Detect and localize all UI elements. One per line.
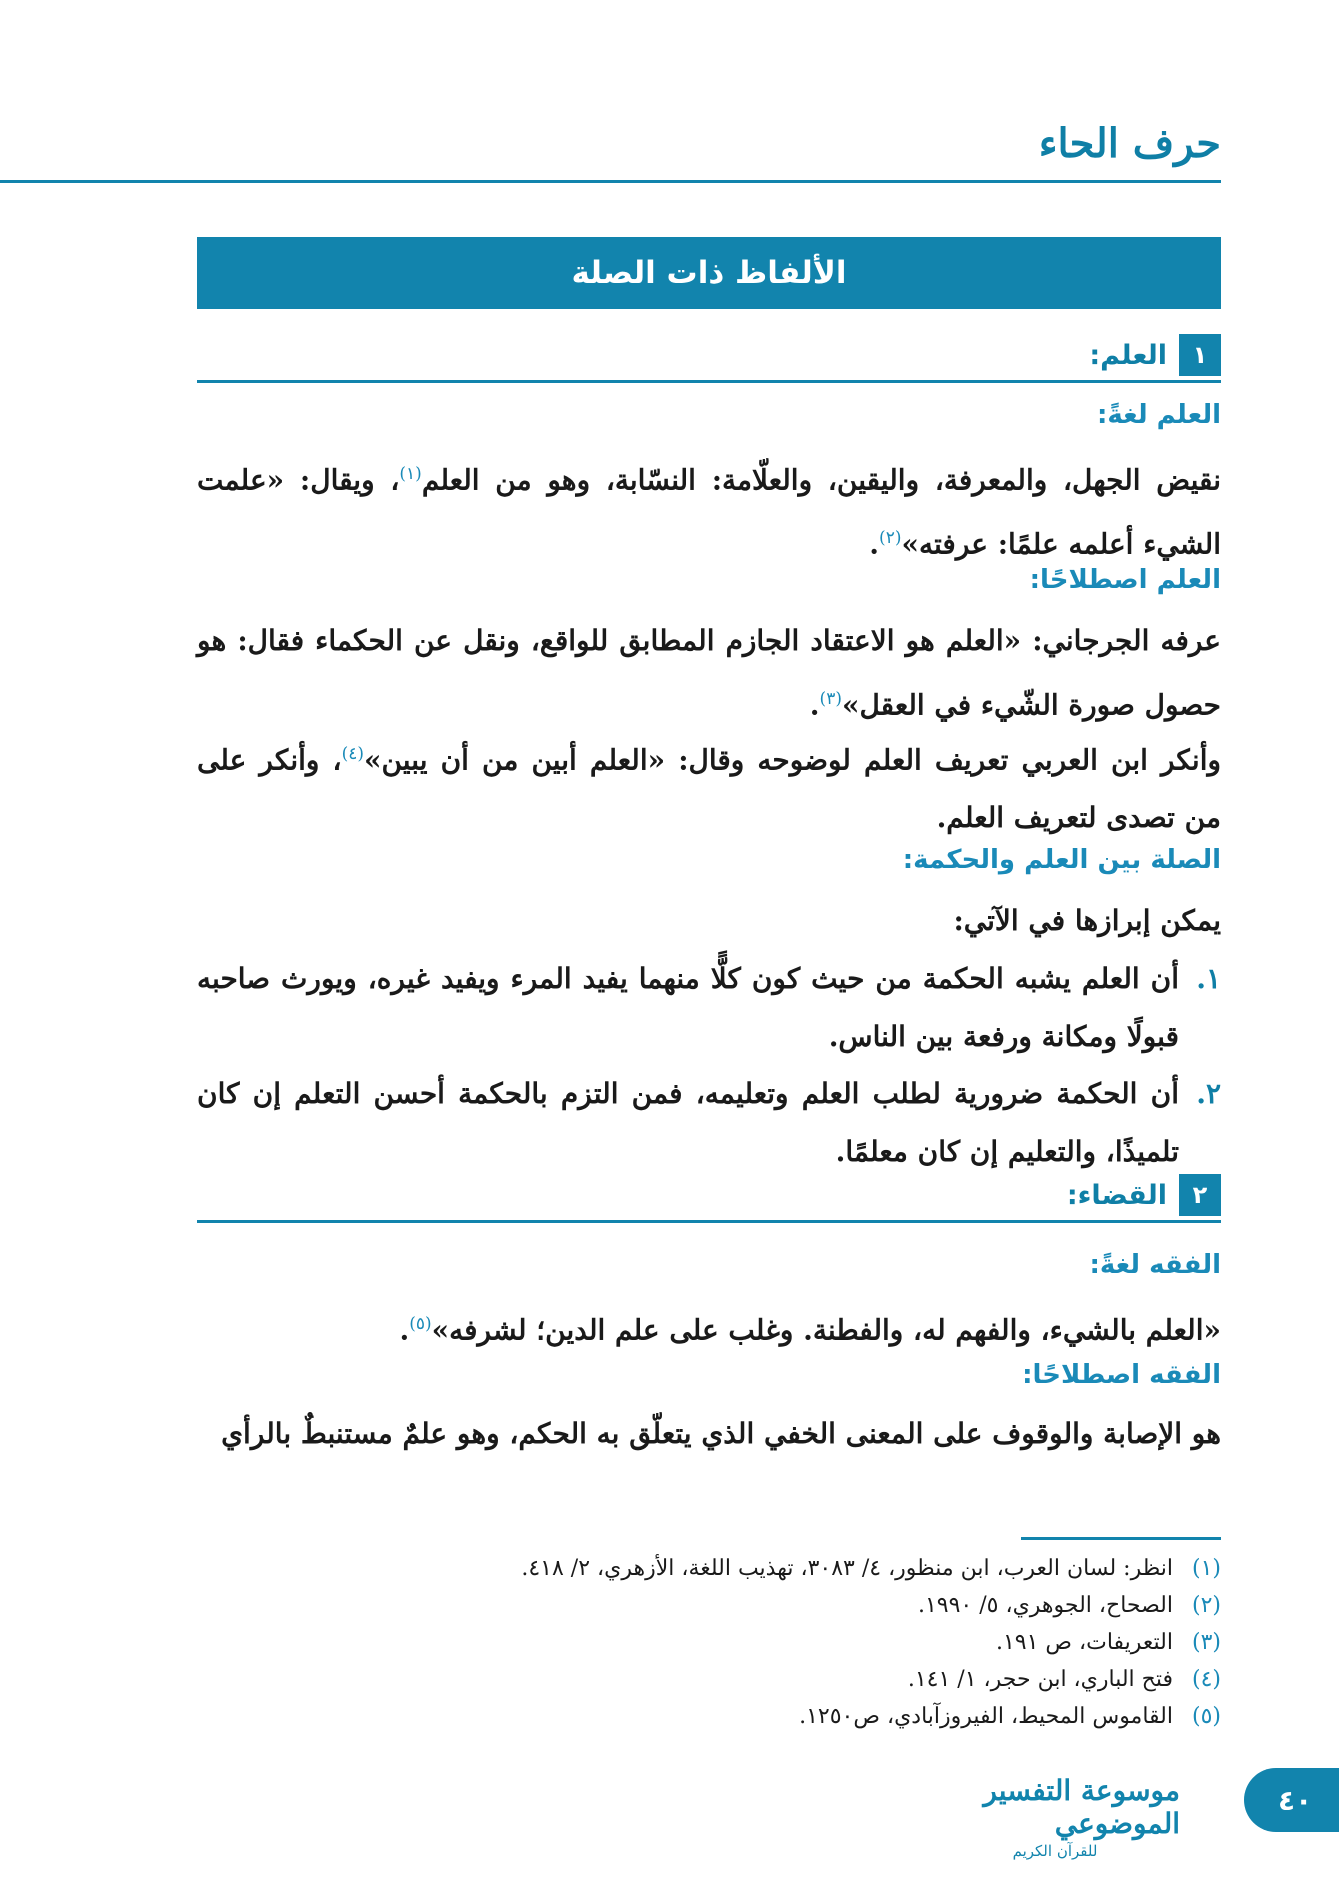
paragraph-lang: نقيض الجهل، والمعرفة، واليقين، والعلّامة: النسّابة، وهو من العلم$^{(١)}$، ويقال: «علمت الشيء أعلمه علمًا: عرفته»$^{(٢)}$. [197, 463, 1221, 561]
page-number: ٤٠ [1244, 1768, 1339, 1832]
footnote-item: (١)انظر: لسان العرب، ابن منظور، ٤/ ٣٠٨٣، تهذيب اللغة، الأزهري، ٢/ ٤١٨. [521, 1556, 1221, 1581]
section-banner: الألفاظ ذات الصلة [197, 237, 1221, 309]
footnote-ref[interactable]: (١) [399, 464, 422, 484]
header-rule [0, 180, 1221, 183]
paragraph-term: هو الإصابة والوقوف على المعنى الخفي الذي يتعلّق به الحكم، وهو علمٌ مستنبطٌ بالرأي [221, 1417, 1221, 1450]
encyclopedia-logo: موسوعة التفسير الموضوعي للقرآن الكريم [983, 1774, 1180, 1860]
footnote-item: (٢)الصحاح، الجوهري، ٥/ ١٩٩٠. [917, 1593, 1221, 1618]
list-item [197, 1065, 1221, 1181]
list-item-text: أن الحكمة ضرورية لطلب العلم وتعليمه، فمن التزم بالحكمة أحسن التعلم إن كان تلميذًا، والتعليم إن كان معلمًا. [197, 1077, 1179, 1168]
list-item-number: ٢. [1196, 1077, 1221, 1110]
footnote-rule [1021, 1537, 1221, 1540]
subheading-lang: الفقه لغةً: [1089, 1250, 1221, 1280]
paragraph-arabi: وأنكر ابن العربي تعريف العلم لوضوحه وقال: «العلم أبين من أن يبين»$^{(٤)}$، وأنكر على من تصدى لتعريف العلم. [197, 743, 1221, 835]
list-item [197, 950, 1221, 1066]
footnote-ref[interactable]: (٣) [819, 689, 842, 709]
footnote-item: (٤)فتح الباري، ابن حجر، ١/ ١٤١. [907, 1667, 1221, 1692]
chapter-title: حرف الحاء [1038, 120, 1221, 167]
list-item-number: ١. [1196, 962, 1221, 995]
footnotes [321, 1550, 1221, 1735]
subheading-relation: الصلة بين العلم والحكمة: [902, 845, 1221, 875]
footnote-ref[interactable]: (٥) [409, 1314, 432, 1334]
footnote-item: (٣)التعريفات، ص ١٩١. [995, 1630, 1221, 1655]
term-number-badge: ١ [1179, 334, 1221, 376]
term-label: القضاء: [1066, 1179, 1167, 1211]
subheading-term: الفقه اصطلاحًا: [1022, 1360, 1221, 1390]
relation-intro: يمكن إبرازها في الآتي: [953, 904, 1221, 937]
paragraph-lang: «العلم بالشيء، والفهم له، والفطنة. وغلب على علم الدين؛ لشرفه»$^{(٥)}$. [399, 1313, 1221, 1347]
subheading-lang: العلم لغةً: [1096, 400, 1221, 430]
footnote-ref[interactable]: (٢) [879, 528, 902, 549]
list-item-text: أن العلم يشبه الحكمة من حيث كون كلًّا منهما يفيد المرء ويفيد غيره، ويورث صاحبه قبولًا ومكانة ورفعة بين الناس. [197, 962, 1179, 1053]
footnote-ref[interactable]: (٤) [341, 744, 364, 764]
subheading-term: العلم اصطلاحًا: [1029, 565, 1221, 595]
term-label: العلم: [1089, 339, 1167, 371]
footnote-item: (٥)القاموس المحيط، الفيروزآبادي، ص١٢٥٠. [799, 1704, 1221, 1729]
term-heading-1 [197, 330, 1221, 383]
paragraph-term: عرفه الجرجاني: «العلم هو الاعتقاد الجازم المطابق للواقع، ونقل عن الحكماء فقال: هو حصول صورة الشّيء في العقل»$^{(٣)}$. [197, 624, 1221, 722]
term-heading-2 [197, 1170, 1221, 1223]
term-number-badge: ٢ [1179, 1174, 1221, 1216]
